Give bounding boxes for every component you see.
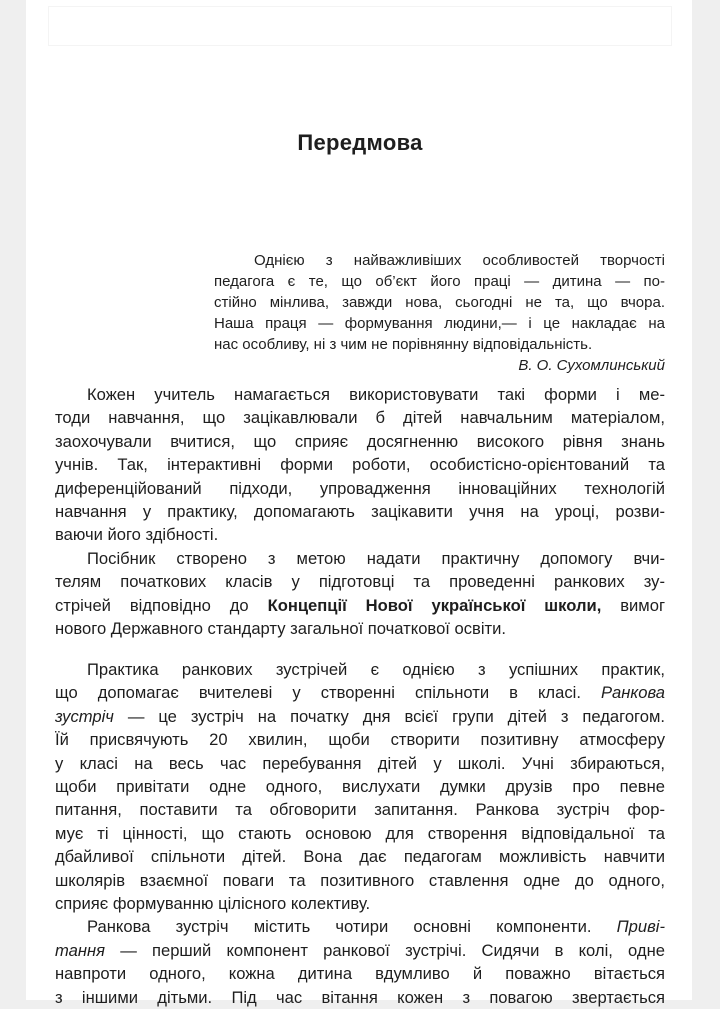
concept-reference: Концепції Нової української школи,: [267, 595, 602, 615]
text-line: заохочували вчитися, що сприяє досягненню високого рівня знань: [55, 431, 665, 451]
term-italic: Приві-: [616, 917, 665, 937]
text-line: нового Державного стандарту загальної початкової освіти.: [55, 619, 507, 639]
text-run: — перший компонент ранкової зустрічі. Сидячи в колі, одне: [105, 940, 665, 960]
text-line: диференційований підходи, упровадження інноваційних технологій: [55, 478, 665, 498]
epigraph-line: педагога є те, що об’єкт його праці — дитина — по-: [214, 273, 665, 290]
text-line: мує ті цінності, що стають основою для створення відповідальної та: [55, 823, 665, 843]
text-line: [55, 915, 665, 938]
text-run: стрічей відповідно до: [55, 595, 268, 615]
term-italic: тання: [55, 940, 105, 960]
epigraph-line: нас особливу, ні з чим не порівнянну відповідальність.: [214, 336, 593, 353]
paragraph-morning-meeting: [55, 658, 665, 1009]
text-line: Практика ранкових зустрічей є однією з успішних практик,: [87, 660, 665, 679]
text-line: школярів взаємної поваги та позитивного ставлення одне до одного,: [55, 870, 665, 890]
text-run: — це зустріч на початку дня всієї групи дітей з педагогом.: [113, 706, 665, 726]
text-line: учнів. Так, інтерактивні форми роботи, особистісно-орієнтований та: [55, 455, 665, 475]
term-italic: зустріч: [55, 706, 114, 726]
text-line: у класі на весь час перебування дітей у школі. Учні збираються,: [55, 753, 665, 773]
text-line: питання, поставити та обговорити запитання. Ранкова зустріч фор-: [55, 800, 665, 820]
text-line: Кожен учитель намагається використовувати такі форми і ме-: [87, 385, 665, 404]
text-line: дбайливої спільноти дітей. Вона дає педагогам можливість навчити: [55, 847, 665, 867]
text-line: [55, 594, 665, 617]
text-run: вимог: [601, 595, 665, 615]
text-line: Їй присвячують 20 хвилин, щоби створити позитивну атмосферу: [55, 730, 665, 750]
text-line: з іншими дітьми. Під час вітання кожен з повагою звертається: [55, 987, 665, 1007]
term-italic: Ранкова: [600, 683, 665, 703]
text-line: [55, 939, 665, 962]
header-band: [48, 6, 672, 46]
epigraph: [214, 250, 665, 376]
text-line: сприяє формуванню цілісного колективу.: [55, 894, 371, 914]
text-line: навчання у практику, допомагають зацікавити учня на уроці, розви-: [55, 502, 665, 522]
text-line: тоди навчання, що зацікавлювали б дітей навчальним матеріалом,: [55, 408, 665, 428]
text-line: телям початкових класів у підготовці та проведенні ранкових зу-: [55, 572, 665, 592]
text-line: Посібник створено з метою надати практичну допомогу вчи-: [87, 548, 665, 568]
page-title: Передмова: [297, 130, 423, 155]
text-line: [55, 705, 665, 728]
text-line: ваючи його здібності.: [55, 525, 219, 545]
epigraph-author: В. О. Сухомлинський: [518, 357, 665, 374]
epigraph-line: стійно мінлива, завжди нова, сьогодні не та, що вчора.: [214, 294, 665, 311]
paragraph-intro: [55, 383, 665, 640]
text-run: що допомагає вчителеві у створенні спільноти в класі.: [55, 683, 601, 703]
text-line: навпроти одного, кожна дитина вдумливо й поважно вітається: [55, 964, 665, 984]
epigraph-line: Наша праця — формування людини,— і це накладає на: [214, 315, 665, 332]
text-line: [55, 681, 665, 704]
text-line: щоби привітати одне одного, вислухати думки друзів про певне: [55, 777, 665, 797]
epigraph-line: Однією з найважливіших особливостей творчості: [254, 252, 665, 269]
text-run: Ранкова зустріч містить чотири основні компоненти.: [87, 917, 617, 937]
